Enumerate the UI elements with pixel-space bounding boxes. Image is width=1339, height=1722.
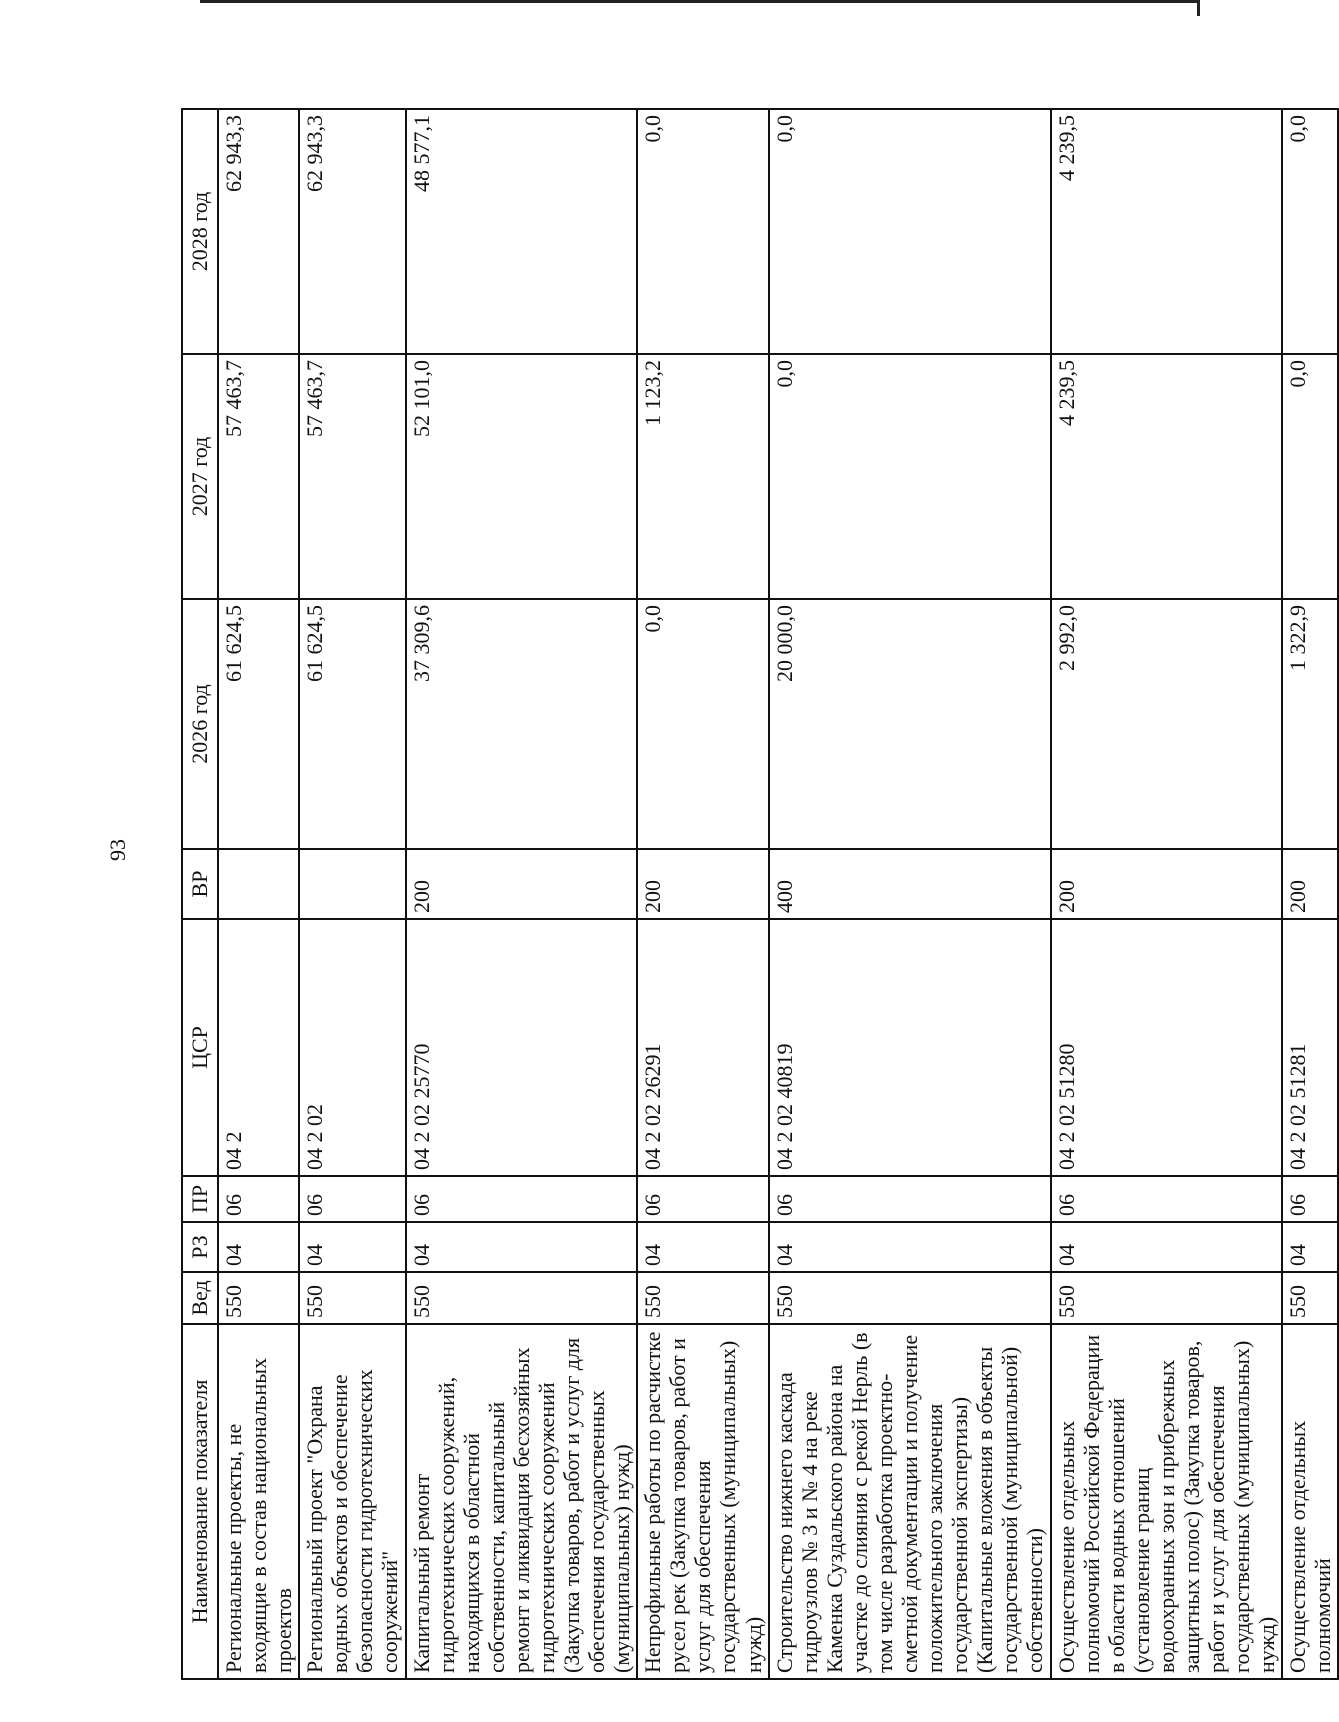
cell-pr: 06 — [218, 1176, 299, 1222]
cell-csr: 04 2 02 25770 — [406, 919, 638, 1176]
cell-name: Строительство нижнего каскада гидроузлов № 3 и № 4 на реке Каменка Суздальского района на участке до слияния с рекой Нерль (в том числе разработка проектно-сметной документации и получение положительного заключения государственной экспертизы) (Капитальные вложения в объекты государственной (муниципальной) собственности) — [769, 1324, 1051, 1679]
table-row — [769, 109, 1051, 1679]
cell-vr — [218, 849, 299, 919]
cell-rz: 04 — [769, 1222, 1051, 1272]
cell-ved: 550 — [299, 1272, 405, 1324]
cell-2028: 0,0 — [769, 109, 1051, 354]
cell-name: Региональные проекты, не входящие в состав национальных проектов — [218, 1324, 299, 1679]
cell-2026: 1 322,9 — [1282, 599, 1338, 849]
header-ved: Вед — [182, 1272, 218, 1324]
table-header-row — [182, 109, 218, 1679]
header-2027: 2027 год — [182, 354, 218, 599]
cell-2026: 0,0 — [637, 599, 768, 849]
cell-ved: 550 — [1051, 1272, 1283, 1324]
cell-vr — [299, 849, 405, 919]
table-row — [299, 109, 405, 1679]
cell-csr: 04 2 02 40819 — [769, 919, 1051, 1176]
header-name: Наименование показателя — [182, 1324, 218, 1679]
cell-vr: 200 — [637, 849, 768, 919]
cell-pr: 06 — [637, 1176, 768, 1222]
cell-2028: 0,0 — [637, 109, 768, 354]
cell-2028: 62 943,3 — [218, 109, 299, 354]
cell-2027: 57 463,7 — [218, 354, 299, 599]
cell-2027: 52 101,0 — [406, 354, 638, 599]
cell-vr: 200 — [406, 849, 638, 919]
cell-name: Региональный проект "Охрана водных объектов и обеспечение безопасности гидротехнических сооружений" — [299, 1324, 405, 1679]
cell-name: Капитальный ремонт гидротехнических сооружений, находящихся в областной собственности, капитальный ремонт и ликвидация бесхозяйных гидротехнических сооружений (Закупка товаров, работ и услуг для обеспечения государственных (муниципальных) нужд) — [406, 1324, 638, 1679]
cell-2027: 1 123,2 — [637, 354, 768, 599]
cell-2026: 61 624,5 — [299, 599, 405, 849]
cell-csr: 04 2 02 51281 — [1282, 919, 1338, 1176]
table-row — [1051, 109, 1283, 1679]
cell-rz: 04 — [1051, 1222, 1283, 1272]
cell-pr: 06 — [406, 1176, 638, 1222]
cell-rz: 04 — [299, 1222, 405, 1272]
cell-2028: 62 943,3 — [299, 109, 405, 354]
cell-2027: 0,0 — [769, 354, 1051, 599]
table-row — [406, 109, 638, 1679]
cell-ved: 550 — [1282, 1272, 1338, 1324]
cell-2028: 4 239,5 — [1051, 109, 1283, 354]
cell-name: Осуществление отдельных полномочий Российской Федерации в области водных отношений (установление границ водоохранных зон и прибрежных защитных полос) (Закупка товаров, работ и услуг для обеспечения государственных (муниципальных) нужд) — [1051, 1324, 1283, 1679]
scan-border-corner — [1197, 0, 1200, 16]
cell-2026: 2 992,0 — [1051, 599, 1283, 849]
cell-csr: 04 2 02 — [299, 919, 405, 1176]
header-rz: РЗ — [182, 1222, 218, 1272]
cell-ved: 550 — [406, 1272, 638, 1324]
cell-ved: 550 — [218, 1272, 299, 1324]
cell-2027: 57 463,7 — [299, 354, 405, 599]
header-2028: 2028 год — [182, 109, 218, 354]
page-number: 93 — [105, 839, 130, 861]
cell-vr: 200 — [1282, 849, 1338, 919]
cell-2028: 48 577,1 — [406, 109, 638, 354]
cell-ved: 550 — [637, 1272, 768, 1324]
cell-vr: 400 — [769, 849, 1051, 919]
scan-border-top — [200, 0, 1200, 3]
cell-pr: 06 — [769, 1176, 1051, 1222]
cell-pr: 06 — [299, 1176, 405, 1222]
cell-2026: 20 000,0 — [769, 599, 1051, 849]
cell-csr: 04 2 02 51280 — [1051, 919, 1283, 1176]
cell-rz: 04 — [1282, 1222, 1338, 1272]
cell-ved: 550 — [769, 1272, 1051, 1324]
cell-2026: 61 624,5 — [218, 599, 299, 849]
cell-name: Осуществление отдельных полномочий — [1282, 1324, 1338, 1679]
cell-rz: 04 — [218, 1222, 299, 1272]
header-vr: ВР — [182, 849, 218, 919]
cell-rz: 04 — [406, 1222, 638, 1272]
cell-rz: 04 — [637, 1222, 768, 1272]
cell-2026: 37 309,6 — [406, 599, 638, 849]
cell-csr: 04 2 — [218, 919, 299, 1176]
header-pr: ПР — [182, 1176, 218, 1222]
table-row — [1282, 109, 1338, 1679]
cell-pr: 06 — [1282, 1176, 1338, 1222]
rotated-table-wrapper — [181, 110, 1336, 1680]
cell-2027: 0,0 — [1282, 354, 1338, 599]
cell-csr: 04 2 02 26291 — [637, 919, 768, 1176]
header-2026: 2026 год — [182, 599, 218, 849]
cell-vr: 200 — [1051, 849, 1283, 919]
header-csr: ЦСР — [182, 919, 218, 1176]
table-row — [218, 109, 299, 1679]
table-row — [637, 109, 768, 1679]
budget-table — [181, 108, 1339, 1680]
cell-2028: 0,0 — [1282, 109, 1338, 354]
cell-2027: 4 239,5 — [1051, 354, 1283, 599]
cell-pr: 06 — [1051, 1176, 1283, 1222]
cell-name: Непрофильные работы по расчистке русел рек (Закупка товаров, работ и услуг для обеспечения государственных (муниципальных) нужд) — [637, 1324, 768, 1679]
